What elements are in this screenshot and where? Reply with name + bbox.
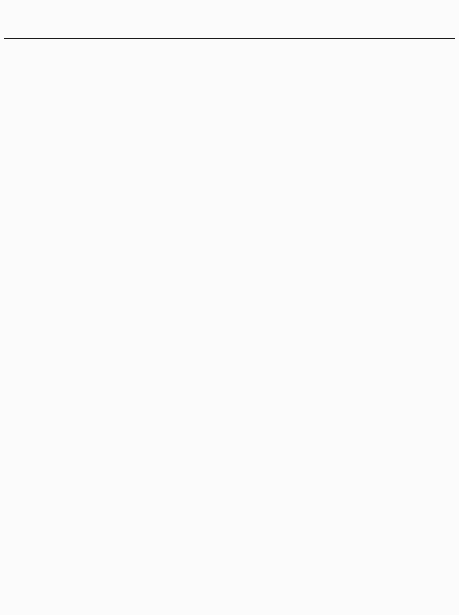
article-headline [0, 10, 459, 38]
headline-divider [4, 38, 455, 39]
previous-article-fragment [0, 0, 459, 8]
article-body [10, 44, 449, 610]
